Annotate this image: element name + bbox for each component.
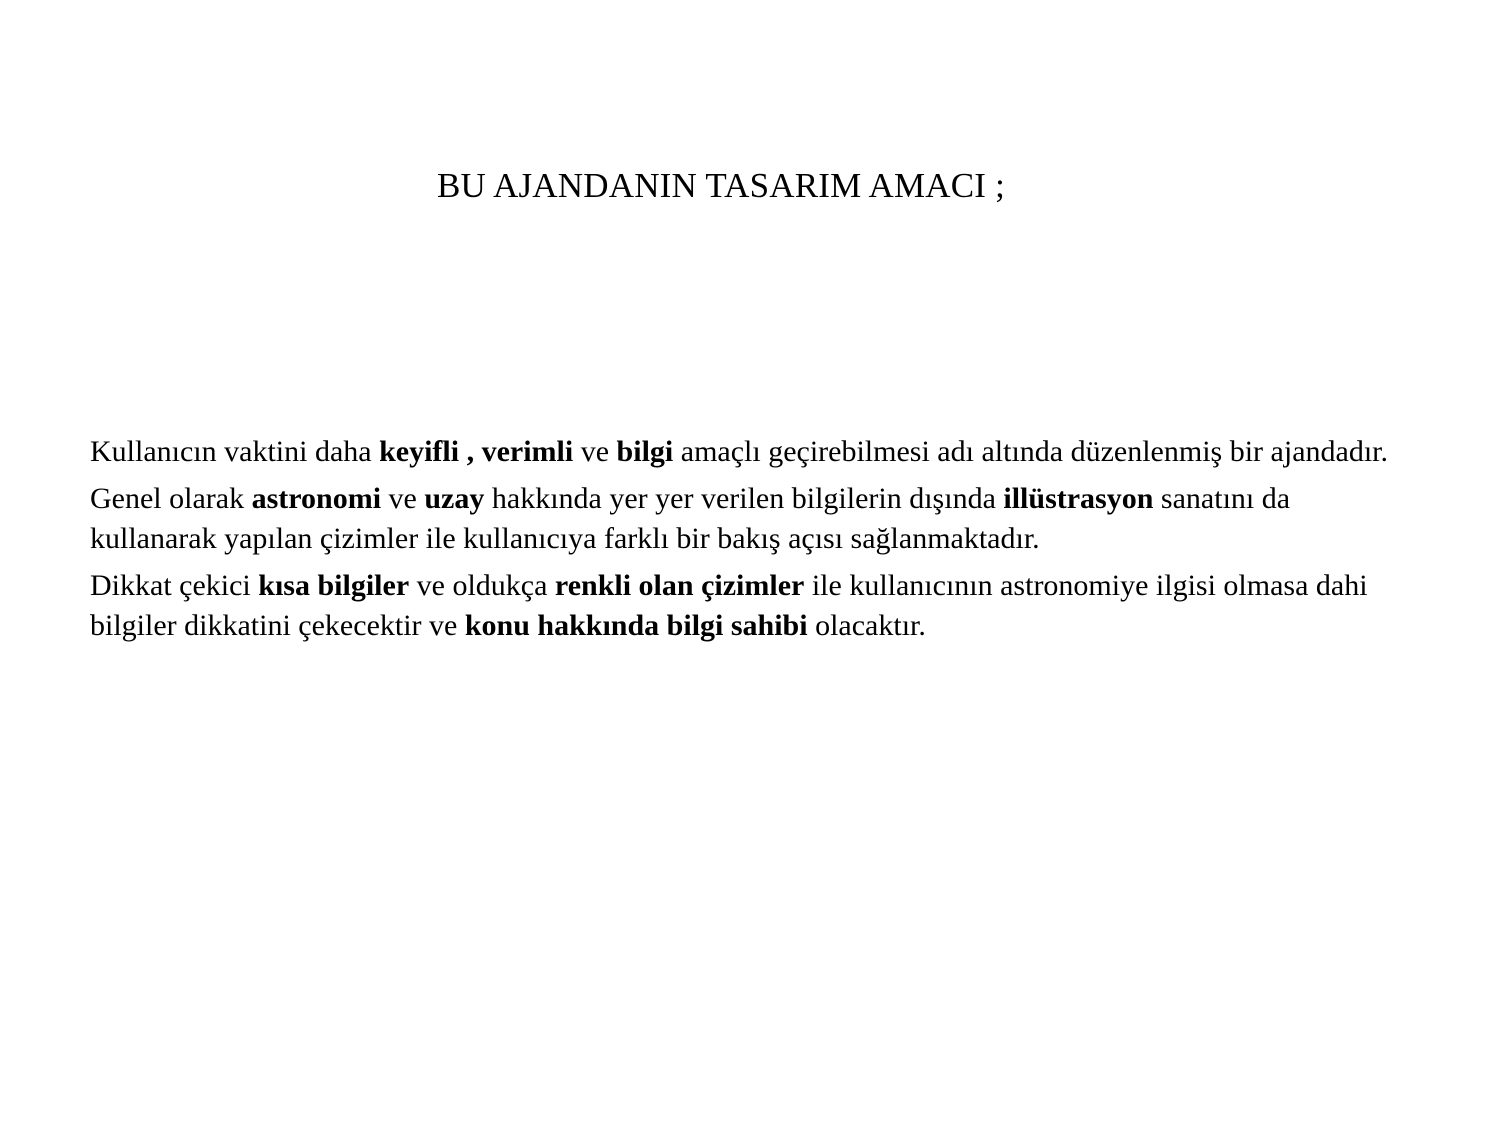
paragraph-text: Dikkat çekici	[90, 569, 259, 602]
paragraph-emphasis: konu hakkında bilgi sahibi	[464, 609, 808, 642]
paragraph-text: ile kullanıcının astronomiye ilgisi olmasa dahi bilgiler dikkatini çekecektir ve	[90, 569, 1368, 642]
paragraph-emphasis: illüstrasyon	[1003, 482, 1154, 515]
paragraph-text: Kullanıcın vaktini daha	[90, 435, 380, 468]
paragraph-emphasis: astronomi	[251, 482, 382, 515]
paragraph-text: sanatını da kullanarak yapılan çizimler ile kullanıcıya farklı bir bakış açısı sağlanmaktadır.	[90, 482, 1291, 555]
paragraph-emphasis: uzay	[424, 482, 485, 515]
paragraph-emphasis: bilgi	[616, 435, 674, 468]
paragraph-text: amaçlı geçirebilmesi adı altında düzenlenmiş bir ajandadır.	[673, 435, 1388, 468]
paragraph-text: ve	[381, 482, 425, 515]
paragraph-text: ve oldukça	[409, 569, 555, 602]
paragraph-text: olacaktır.	[807, 609, 926, 642]
paragraph-emphasis: renkli olan çizimler	[554, 569, 805, 602]
paragraph-emphasis: kısa bilgiler	[258, 569, 410, 602]
paragraph-text: ve	[573, 435, 617, 468]
slide-title: BU AJANDANIN TASARIM AMACI ;	[436, 166, 1006, 205]
paragraph-text: Genel olarak	[90, 482, 252, 515]
paragraph-purpose	[90, 432, 1420, 472]
paragraph-text: hakkında yer yer verilen bilgilerin dışında	[484, 482, 1004, 515]
paragraph-outcome	[90, 566, 1420, 646]
paragraph-emphasis: keyifli , verimli	[379, 435, 574, 468]
slide-body	[90, 432, 1420, 653]
paragraph-content	[90, 479, 1420, 559]
